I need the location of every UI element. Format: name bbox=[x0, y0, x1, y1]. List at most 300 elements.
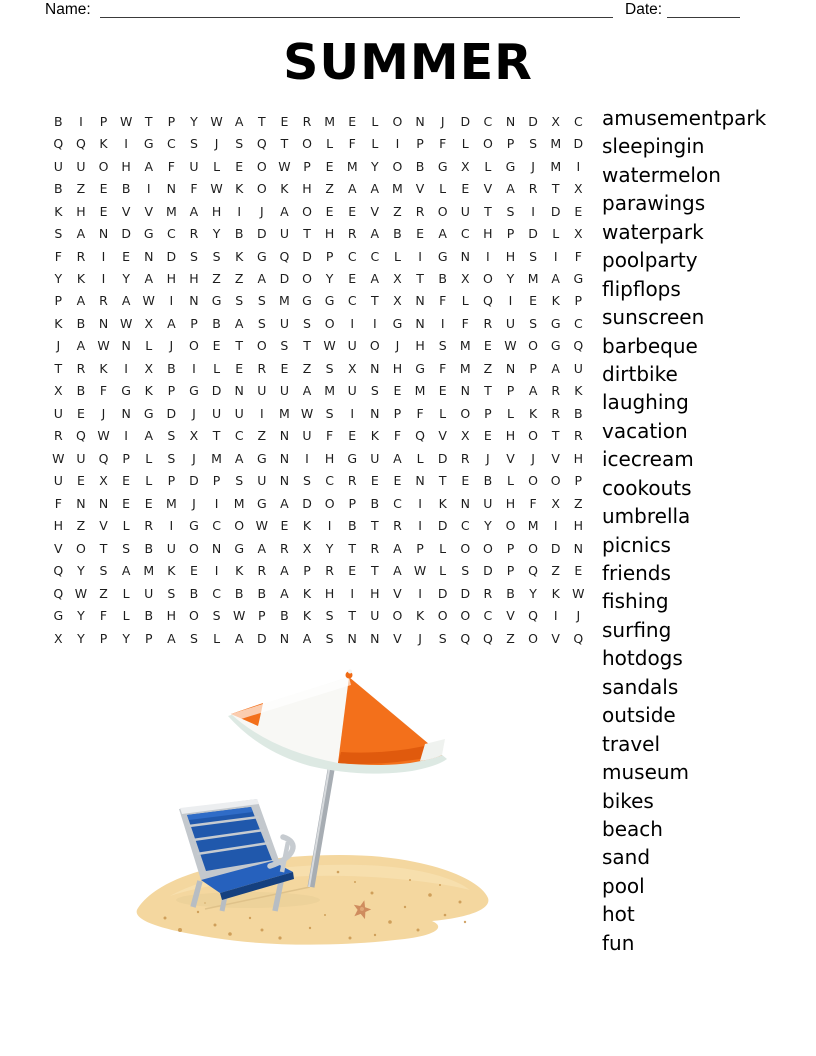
grid-cell: M bbox=[527, 271, 539, 287]
grid-cell: E bbox=[280, 360, 289, 376]
letter-grid bbox=[47, 110, 590, 649]
grid-cell: P bbox=[416, 540, 424, 556]
word-list-item: beach bbox=[602, 816, 663, 841]
grid-cell: F bbox=[167, 158, 175, 174]
grid-cell: X bbox=[302, 540, 312, 556]
grid-cell: D bbox=[550, 203, 561, 219]
grid-cell: Y bbox=[190, 113, 198, 129]
grid-cell: N bbox=[415, 113, 425, 129]
grid-cell: O bbox=[482, 271, 493, 287]
grid-cell: B bbox=[257, 585, 267, 601]
grid-cell: G bbox=[189, 518, 199, 534]
grid-cell: E bbox=[348, 428, 357, 444]
grid-cell: G bbox=[347, 450, 358, 466]
grid-cell: Z bbox=[551, 563, 560, 579]
grid-cell: F bbox=[439, 293, 447, 309]
grid-cell: T bbox=[371, 563, 379, 579]
grid-cell: O bbox=[460, 608, 471, 624]
grid-cell: L bbox=[439, 405, 447, 421]
grid-cell: R bbox=[551, 405, 561, 421]
grid-cell: U bbox=[279, 383, 289, 399]
grid-cell: K bbox=[235, 248, 244, 264]
grid-cell: L bbox=[145, 450, 153, 466]
grid-cell: Q bbox=[415, 428, 425, 444]
grid-cell: O bbox=[528, 338, 539, 354]
grid-cell: Z bbox=[257, 428, 267, 444]
grid-cell: H bbox=[324, 585, 335, 601]
grid-cell: J bbox=[192, 450, 196, 466]
grid-cell: V bbox=[393, 630, 402, 646]
grid-cell: L bbox=[371, 113, 379, 129]
grid-cell: H bbox=[324, 450, 335, 466]
grid-cell: D bbox=[211, 383, 222, 399]
grid-cell: Z bbox=[574, 495, 583, 511]
grid-cell: U bbox=[460, 203, 470, 219]
grid-cell: W bbox=[119, 315, 133, 331]
word-list-item: vacation bbox=[602, 418, 688, 443]
grid-cell: D bbox=[166, 405, 177, 421]
grid-cell: Y bbox=[77, 630, 85, 646]
grid-cell: A bbox=[167, 315, 176, 331]
grid-cell: Z bbox=[76, 518, 86, 534]
grid-cell: X bbox=[393, 293, 402, 309]
grid-cell: W bbox=[323, 338, 336, 354]
grid-cell: V bbox=[551, 630, 560, 646]
grid-cell: B bbox=[76, 383, 86, 399]
grid-cell: L bbox=[393, 248, 401, 264]
grid-cell: A bbox=[167, 630, 176, 646]
grid-cell: W bbox=[210, 113, 223, 129]
word-list-item: bikes bbox=[602, 788, 654, 813]
grid-cell: E bbox=[122, 495, 131, 511]
grid-cell: L bbox=[507, 405, 514, 421]
beach-illustration bbox=[110, 660, 510, 970]
grid-cell: I bbox=[79, 113, 83, 129]
grid-cell: A bbox=[189, 203, 199, 219]
grid-cell: P bbox=[416, 136, 424, 152]
grid-cell: G bbox=[143, 405, 154, 421]
grid-cell: E bbox=[212, 338, 221, 354]
grid-cell: Z bbox=[234, 271, 244, 287]
word-list-item: poolparty bbox=[602, 248, 698, 273]
grid-cell: V bbox=[99, 518, 108, 534]
grid-cell: P bbox=[506, 540, 515, 556]
grid-cell: F bbox=[99, 383, 108, 399]
grid-cell: M bbox=[550, 136, 562, 152]
grid-cell: Y bbox=[506, 271, 515, 287]
grid-cell: I bbox=[327, 518, 332, 534]
grid-cell: W bbox=[413, 563, 427, 579]
grid-cell: E bbox=[348, 271, 357, 287]
grid-cell: L bbox=[461, 293, 469, 309]
grid-cell: K bbox=[76, 271, 86, 287]
grid-cell: H bbox=[166, 271, 177, 287]
grid-cell: T bbox=[416, 271, 424, 287]
grid-cell: P bbox=[167, 383, 176, 399]
grid-cell: L bbox=[461, 136, 469, 152]
grid-cell: J bbox=[486, 450, 490, 466]
grid-cell: N bbox=[279, 450, 290, 466]
grid-cell: K bbox=[235, 563, 244, 579]
grid-cell: W bbox=[255, 518, 268, 534]
grid-cell: O bbox=[392, 608, 403, 624]
grid-cell: K bbox=[551, 585, 560, 601]
grid-cell: U bbox=[76, 450, 86, 466]
grid-cell: S bbox=[54, 226, 63, 242]
grid-cell: X bbox=[99, 473, 108, 489]
grid-cell: O bbox=[189, 540, 199, 556]
grid-cell: M bbox=[459, 360, 471, 376]
grid-cell: U bbox=[370, 450, 380, 466]
grid-cell: P bbox=[54, 293, 63, 309]
grid-cell: A bbox=[121, 293, 131, 309]
grid-cell: V bbox=[144, 203, 154, 219]
word-list-item: pool bbox=[602, 873, 645, 898]
grid-cell: R bbox=[551, 383, 561, 399]
grid-cell: C bbox=[573, 315, 583, 331]
grid-cell: O bbox=[528, 630, 539, 646]
grid-cell: Q bbox=[528, 563, 539, 579]
grid-cell: V bbox=[370, 203, 380, 219]
grid-cell: E bbox=[235, 360, 244, 376]
grid-cell: J bbox=[259, 203, 264, 219]
grid-cell: S bbox=[438, 338, 447, 354]
grid-cell: I bbox=[553, 608, 558, 624]
grid-cell: K bbox=[551, 293, 560, 309]
word-list-item: fun bbox=[602, 930, 635, 955]
grid-cell: O bbox=[302, 136, 312, 152]
grid-cell: B bbox=[167, 360, 176, 376]
grid-cell: J bbox=[214, 136, 219, 152]
grid-cell: R bbox=[483, 315, 493, 331]
beach-chair-icon bbox=[179, 799, 294, 911]
grid-cell: F bbox=[416, 405, 424, 421]
grid-cell: I bbox=[146, 181, 151, 197]
grid-cell: S bbox=[325, 608, 334, 624]
grid-cell: S bbox=[303, 473, 311, 489]
grid-cell: K bbox=[280, 181, 289, 197]
grid-cell: I bbox=[124, 360, 128, 376]
grid-cell: C bbox=[347, 293, 357, 309]
grid-cell: G bbox=[143, 136, 154, 152]
word-list-item: waterpark bbox=[602, 219, 704, 244]
grid-cell: Y bbox=[529, 585, 537, 601]
page-title: SUMMER bbox=[283, 34, 533, 91]
grid-cell: Q bbox=[256, 136, 267, 152]
grid-cell: C bbox=[393, 495, 402, 511]
grid-cell: D bbox=[437, 585, 448, 601]
grid-cell: O bbox=[189, 608, 199, 624]
grid-cell: Z bbox=[99, 585, 108, 601]
grid-cell: A bbox=[393, 540, 402, 556]
grid-cell: I bbox=[169, 518, 174, 534]
grid-cell: P bbox=[506, 563, 515, 579]
grid-cell: O bbox=[302, 271, 312, 287]
grid-cell: O bbox=[482, 540, 493, 556]
grid-cell: H bbox=[505, 248, 516, 264]
grid-cell: I bbox=[553, 248, 558, 264]
grid-cell: S bbox=[257, 293, 266, 309]
grid-cell: K bbox=[235, 181, 244, 197]
grid-cell: E bbox=[483, 428, 492, 444]
grid-cell: I bbox=[350, 585, 355, 601]
grid-cell: T bbox=[144, 113, 153, 129]
grid-cell: A bbox=[234, 630, 244, 646]
grid-cell: G bbox=[302, 293, 312, 309]
grid-cell: D bbox=[437, 450, 448, 466]
grid-cell: U bbox=[347, 383, 357, 399]
grid-cell: M bbox=[459, 338, 471, 354]
grid-cell: V bbox=[415, 181, 425, 197]
grid-cell: R bbox=[325, 563, 334, 579]
grid-cell: L bbox=[507, 473, 514, 489]
word-list-item: laughing bbox=[602, 390, 689, 415]
grid-cell: D bbox=[166, 248, 177, 264]
grid-cell: S bbox=[280, 338, 289, 354]
grid-cell: H bbox=[53, 518, 63, 534]
grid-cell: J bbox=[576, 608, 581, 624]
grid-cell: W bbox=[232, 608, 246, 624]
grid-cell: J bbox=[531, 158, 535, 174]
grid-cell: E bbox=[574, 203, 583, 219]
grid-cell: Y bbox=[122, 630, 130, 646]
grid-cell: R bbox=[144, 518, 154, 534]
grid-cell: U bbox=[257, 383, 267, 399]
grid-cell: N bbox=[370, 405, 380, 421]
grid-cell: P bbox=[348, 495, 356, 511]
grid-cell: M bbox=[550, 158, 562, 174]
grid-cell: S bbox=[325, 405, 334, 421]
grid-cell: Q bbox=[279, 248, 290, 264]
grid-cell: E bbox=[370, 473, 379, 489]
grid-cell: V bbox=[438, 428, 447, 444]
grid-cell: D bbox=[550, 540, 561, 556]
grid-cell: R bbox=[460, 450, 470, 466]
grid-cell: A bbox=[76, 338, 86, 354]
grid-cell: S bbox=[506, 203, 515, 219]
grid-cell: R bbox=[99, 293, 108, 309]
grid-cell: C bbox=[483, 608, 493, 624]
grid-cell: O bbox=[550, 473, 561, 489]
grid-cell: H bbox=[505, 495, 516, 511]
grid-cell: U bbox=[76, 158, 86, 174]
grid-cell: T bbox=[303, 338, 311, 354]
grid-cell: U bbox=[573, 360, 583, 376]
grid-cell: I bbox=[259, 405, 264, 421]
grid-cell: A bbox=[551, 271, 560, 287]
word-list-item: hotdogs bbox=[602, 646, 683, 671]
grid-cell: P bbox=[167, 473, 176, 489]
grid-cell: A bbox=[280, 563, 289, 579]
grid-cell: R bbox=[483, 585, 493, 601]
grid-cell: N bbox=[144, 248, 154, 264]
grid-cell: U bbox=[189, 158, 199, 174]
grid-cell: A bbox=[257, 271, 267, 287]
grid-cell: A bbox=[393, 450, 402, 466]
grid-cell: D bbox=[189, 473, 199, 489]
grid-cell: X bbox=[347, 360, 357, 376]
word-list-item: flipflops bbox=[602, 276, 681, 301]
grid-cell: P bbox=[506, 136, 515, 152]
grid-cell: O bbox=[482, 136, 493, 152]
grid-cell: E bbox=[461, 181, 470, 197]
grid-cell: L bbox=[439, 563, 447, 579]
grid-cell: I bbox=[418, 248, 422, 264]
grid-cell: X bbox=[144, 315, 154, 331]
grid-cell: L bbox=[326, 136, 334, 152]
word-list-item: dirtbike bbox=[602, 361, 678, 386]
grid-cell: L bbox=[213, 630, 221, 646]
word-list-item: barbeque bbox=[602, 333, 698, 358]
grid-cell: E bbox=[76, 405, 85, 421]
grid-cell: Q bbox=[53, 563, 64, 579]
grid-cell: S bbox=[167, 428, 176, 444]
grid-cell: U bbox=[53, 405, 63, 421]
grid-cell: B bbox=[189, 585, 199, 601]
grid-cell: W bbox=[572, 585, 585, 601]
grid-cell: D bbox=[279, 271, 290, 287]
grid-cell: Q bbox=[482, 293, 493, 309]
grid-cell: V bbox=[54, 540, 63, 556]
grid-cell: V bbox=[121, 203, 131, 219]
grid-cell: L bbox=[213, 360, 221, 376]
grid-cell: B bbox=[54, 113, 63, 129]
grid-cell: C bbox=[460, 518, 470, 534]
grid-cell: P bbox=[506, 226, 515, 242]
grid-cell: O bbox=[75, 540, 86, 556]
grid-cell: N bbox=[98, 226, 109, 242]
grid-cell: I bbox=[508, 293, 513, 309]
grid-cell: W bbox=[300, 405, 314, 421]
grid-cell: G bbox=[415, 360, 425, 376]
grid-cell: B bbox=[370, 495, 380, 511]
grid-cell: H bbox=[324, 226, 335, 242]
grid-cell: A bbox=[506, 181, 515, 197]
word-list-item: sandals bbox=[602, 674, 679, 699]
grid-cell: G bbox=[392, 315, 403, 331]
word-list-item: travel bbox=[602, 731, 661, 756]
grid-cell: O bbox=[528, 540, 539, 556]
grid-cell: C bbox=[212, 518, 221, 534]
grid-cell: J bbox=[531, 450, 535, 466]
grid-cell: O bbox=[256, 181, 267, 197]
grid-cell: D bbox=[460, 113, 471, 129]
grid-cell: F bbox=[461, 315, 469, 331]
grid-cell: B bbox=[144, 608, 154, 624]
grid-cell: S bbox=[438, 630, 447, 646]
grid-cell: I bbox=[124, 428, 128, 444]
grid-cell: M bbox=[233, 495, 245, 511]
grid-cell: O bbox=[234, 518, 245, 534]
grid-cell: L bbox=[552, 226, 560, 242]
grid-cell: I bbox=[576, 158, 581, 174]
grid-cell: F bbox=[348, 136, 356, 152]
grid-cell: H bbox=[302, 181, 312, 197]
grid-cell: U bbox=[234, 405, 244, 421]
grid-cell: P bbox=[303, 563, 311, 579]
grid-cell: G bbox=[211, 293, 222, 309]
grid-cell: A bbox=[370, 271, 380, 287]
grid-cell: E bbox=[122, 248, 131, 264]
grid-cell: S bbox=[122, 540, 131, 556]
grid-cell: E bbox=[416, 226, 424, 242]
grid-cell: I bbox=[486, 248, 490, 264]
grid-cell: T bbox=[235, 338, 243, 354]
grid-cell: Y bbox=[325, 540, 334, 556]
grid-cell: S bbox=[325, 360, 334, 376]
grid-cell: P bbox=[484, 405, 492, 421]
grid-cell: E bbox=[461, 473, 470, 489]
grid-cell: K bbox=[167, 563, 176, 579]
grid-cell: B bbox=[483, 473, 493, 489]
grid-cell: A bbox=[370, 181, 380, 197]
grid-cell: U bbox=[370, 608, 380, 624]
grid-cell: O bbox=[256, 338, 267, 354]
word-list-item: umbrella bbox=[602, 504, 691, 529]
grid-cell: E bbox=[76, 473, 85, 489]
grid-cell: W bbox=[142, 293, 155, 309]
grid-cell: I bbox=[305, 450, 309, 466]
grid-cell: I bbox=[395, 136, 400, 152]
grid-cell: K bbox=[574, 383, 583, 399]
grid-cell: M bbox=[324, 383, 336, 399]
word-list-item: cookouts bbox=[602, 475, 692, 500]
grid-cell: C bbox=[325, 473, 334, 489]
word-list-item: parawings bbox=[602, 191, 706, 216]
grid-cell: X bbox=[460, 158, 470, 174]
grid-cell: T bbox=[257, 113, 266, 129]
grid-cell: Y bbox=[77, 563, 85, 579]
grid-cell: T bbox=[371, 293, 379, 309]
grid-cell: B bbox=[415, 158, 425, 174]
grid-cell: T bbox=[303, 226, 311, 242]
grid-cell: A bbox=[234, 315, 244, 331]
grid-cell: D bbox=[256, 630, 267, 646]
grid-cell: J bbox=[56, 338, 61, 354]
grid-cell: X bbox=[574, 226, 583, 242]
grid-cell: R bbox=[189, 226, 199, 242]
grid-cell: Y bbox=[212, 226, 221, 242]
grid-cell: G bbox=[121, 383, 131, 399]
grid-cell: B bbox=[54, 181, 63, 197]
grid-cell: O bbox=[505, 518, 516, 534]
grid-cell: U bbox=[53, 158, 63, 174]
grid-cell: H bbox=[392, 360, 403, 376]
grid-cell: Z bbox=[483, 360, 493, 376]
grid-cell: F bbox=[54, 495, 62, 511]
grid-cell: A bbox=[144, 271, 154, 287]
word-list-item: amusementpark bbox=[602, 106, 767, 130]
grid-cell: G bbox=[189, 383, 199, 399]
grid-cell: U bbox=[53, 473, 63, 489]
grid-cell: E bbox=[529, 293, 538, 309]
grid-cell: L bbox=[122, 585, 130, 601]
grid-cell: E bbox=[99, 181, 108, 197]
grid-cell: L bbox=[145, 338, 153, 354]
grid-cell: O bbox=[324, 495, 335, 511]
grid-cell: L bbox=[439, 540, 447, 556]
word-list-item: sleepingin bbox=[602, 134, 705, 159]
grid-cell: C bbox=[166, 226, 176, 242]
grid-cell: O bbox=[528, 473, 539, 489]
grid-cell: B bbox=[121, 181, 131, 197]
grid-cell: Z bbox=[302, 360, 312, 376]
grid-cell: Y bbox=[484, 518, 492, 534]
grid-cell: S bbox=[325, 630, 334, 646]
grid-cell: S bbox=[257, 315, 266, 331]
grid-cell: X bbox=[54, 630, 63, 646]
grid-cell: A bbox=[76, 293, 86, 309]
